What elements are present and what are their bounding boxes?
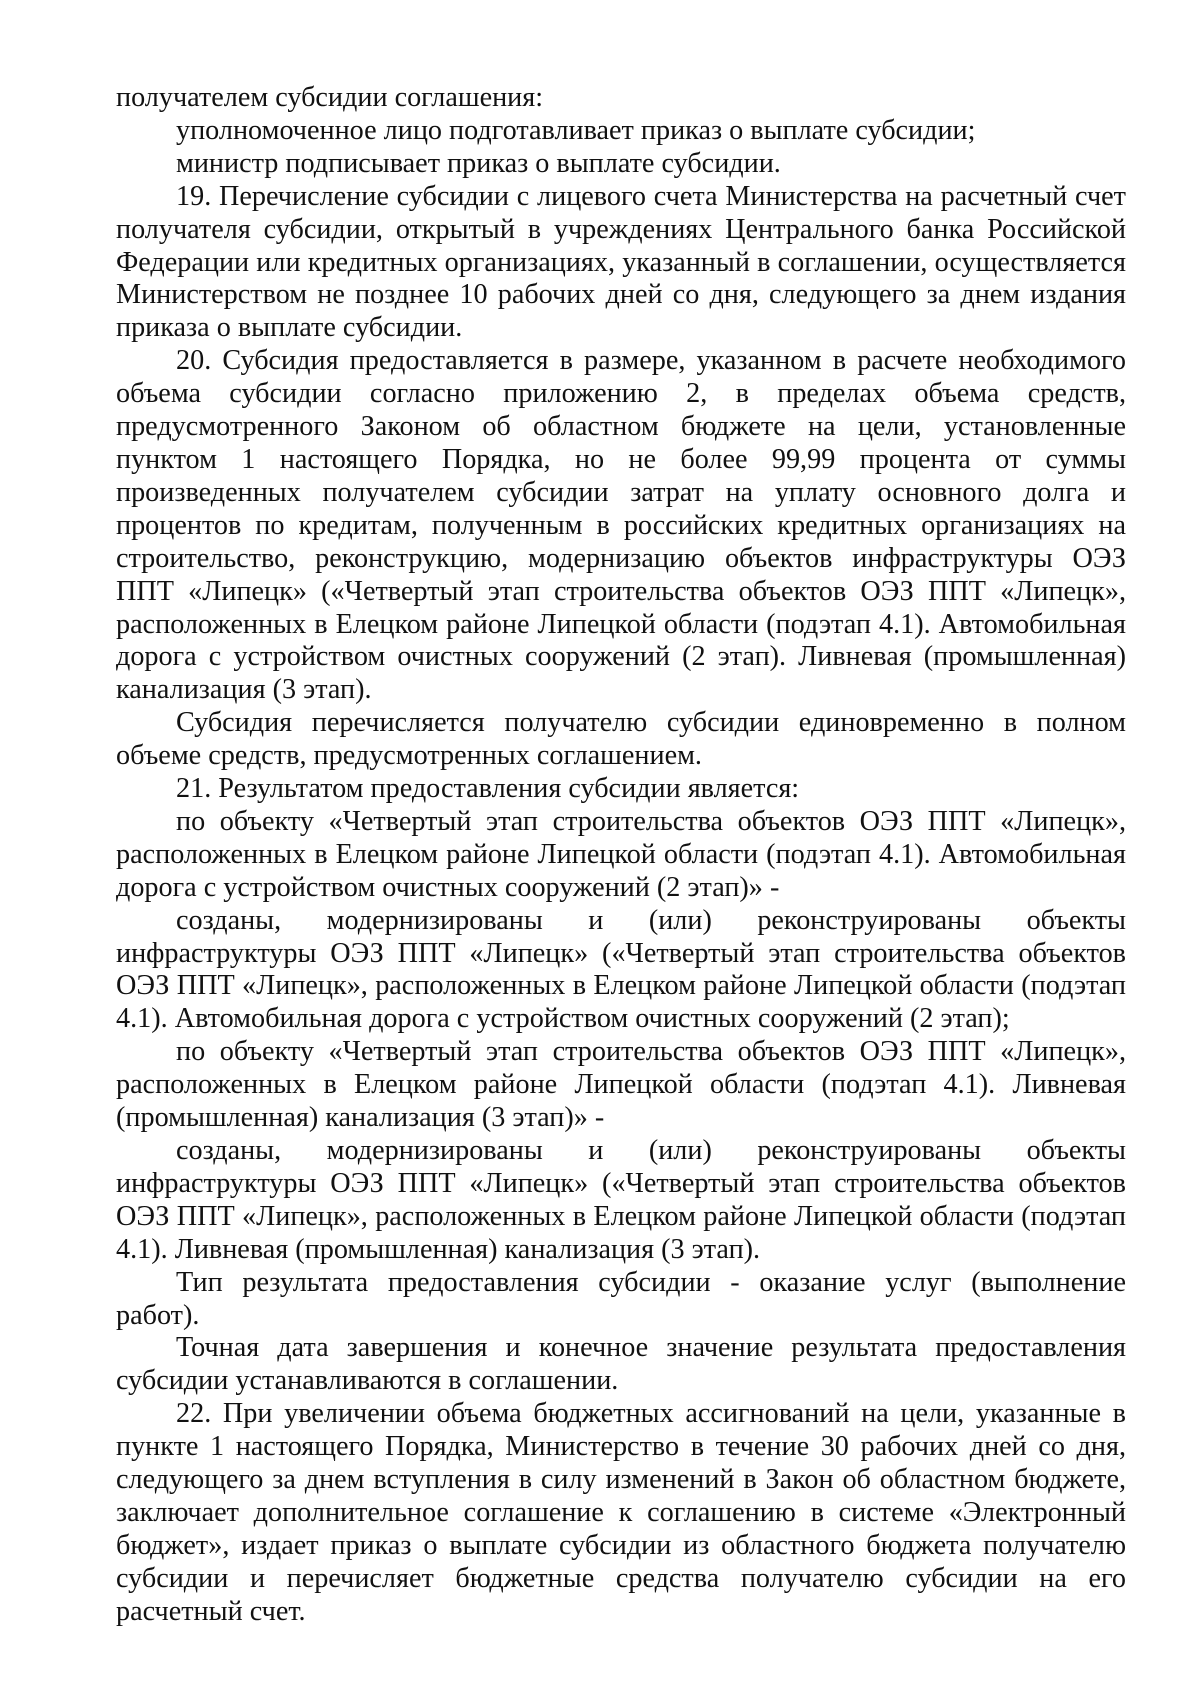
paragraph-result-road: созданы, модернизированы и (или) реконструированы объекты инфраструктуры ОЭЗ ППТ «Липецк» («Четвертый этап строительства объектов ОЭЗ ППТ «Липецк», расположенных в Елецком районе Липецкой области (подэтап 4.1). Автомобильная дорога с устройством очистных сооружений (2 этап); [116, 904, 1126, 1035]
paragraph-clause-21: 21. Результатом предоставления субсидии является: [176, 773, 800, 805]
paragraph-clause-22: 22. При увеличении объема бюджетных ассигнований на цели, указанные в пункте 1 настоящего Порядка, Министерство в течение 30 рабочих дней со дня, следующего за днем вступления в силу изменений в Закон об областном бюджете, заключает дополнительное соглашение к соглашению в системе «Электронный бюджет», издает приказ о выплате субсидии из областного бюджета получателю субсидии и перечисляет бюджетные средства получателю субсидии на его расчетный счет. [116, 1398, 1126, 1627]
paragraph-object-sewer: по объекту «Четвертый этап строительства объектов ОЭЗ ППТ «Липецк», расположенных в Елецком районе Липецкой области (подэтап 4.1). Ливневая (промышленная) канализация (3 этап)» - [116, 1036, 1126, 1134]
paragraph-result-sewer: созданы, модернизированы и (или) реконструированы объекты инфраструктуры ОЭЗ ППТ «Липецк» («Четвертый этап строительства объектов ОЭЗ ППТ «Липецк», расположенных в Елецком районе Липецкой области (подэтап 4.1). Ливневая (промышленная) канализация (3 этап). [116, 1135, 1126, 1265]
paragraph-continuation: получателем субсидии соглашения: [116, 82, 544, 113]
paragraph-clause-19: 19. Перечисление субсидии с лицевого счета Министерства на расчетный счет получателя субсидии, открытый в учреждениях Центрального банка Российской Федерации или кредитных организациях, указанный в соглашении, осуществляется Министерством не позднее 10 рабочих дней со дня, следующего за днем издания приказа о выплате субсидии. [116, 180, 1126, 344]
paragraph-clause-20: 20. Субсидия предоставляется в размере, указанном в расчете необходимого объема субсидии согласно приложению 2, в пределах объема средств, предусмотренного Законом об областном бюджете на цели, установленные пунктом 1 настоящего Порядка, но не более 99,99 процента от суммы произведенных получателем субсидии затрат на уплату основного долга и процентов по кредитам, полученным в российских кредитных организациях на строительство, реконструкцию, модернизацию объектов инфраструктуры ОЭЗ ППТ «Липецк» («Четвертый этап строительства объектов ОЭЗ ППТ «Липецк», расположенных в Елецком районе Липецкой области (подэтап 4.1). Автомобильная дорога с устройством очистных сооружений (2 этап). Ливневая (промышленная) канализация (3 этап). [116, 345, 1126, 706]
paragraph-authorized-person: уполномоченное лицо подготавливает приказ о выплате субсидии; [176, 114, 976, 146]
paragraph-result-type: Тип результата предоставления субсидии - оказание услуг (выполнение работ). [116, 1266, 1126, 1331]
paragraph-result-date: Точная дата завершения и конечное значение результата предоставления субсидии устанавливаются в соглашении. [116, 1332, 1126, 1397]
paragraph-minister-signs: министр подписывает приказ о выплате субсидии. [176, 147, 781, 179]
paragraph-object-road: по объекту «Четвертый этап строительства объектов ОЭЗ ППТ «Липецк», расположенных в Елецком районе Липецкой области (подэтап 4.1). Автомобильная дорога с устройством очистных сооружений (2 этап)» - [116, 805, 1126, 903]
document-body [116, 82, 1126, 1629]
paragraph-subsidy-transfer: Субсидия перечисляется получателю субсидии единовременно в полном объеме средств, предусмотренных соглашением. [116, 707, 1126, 772]
